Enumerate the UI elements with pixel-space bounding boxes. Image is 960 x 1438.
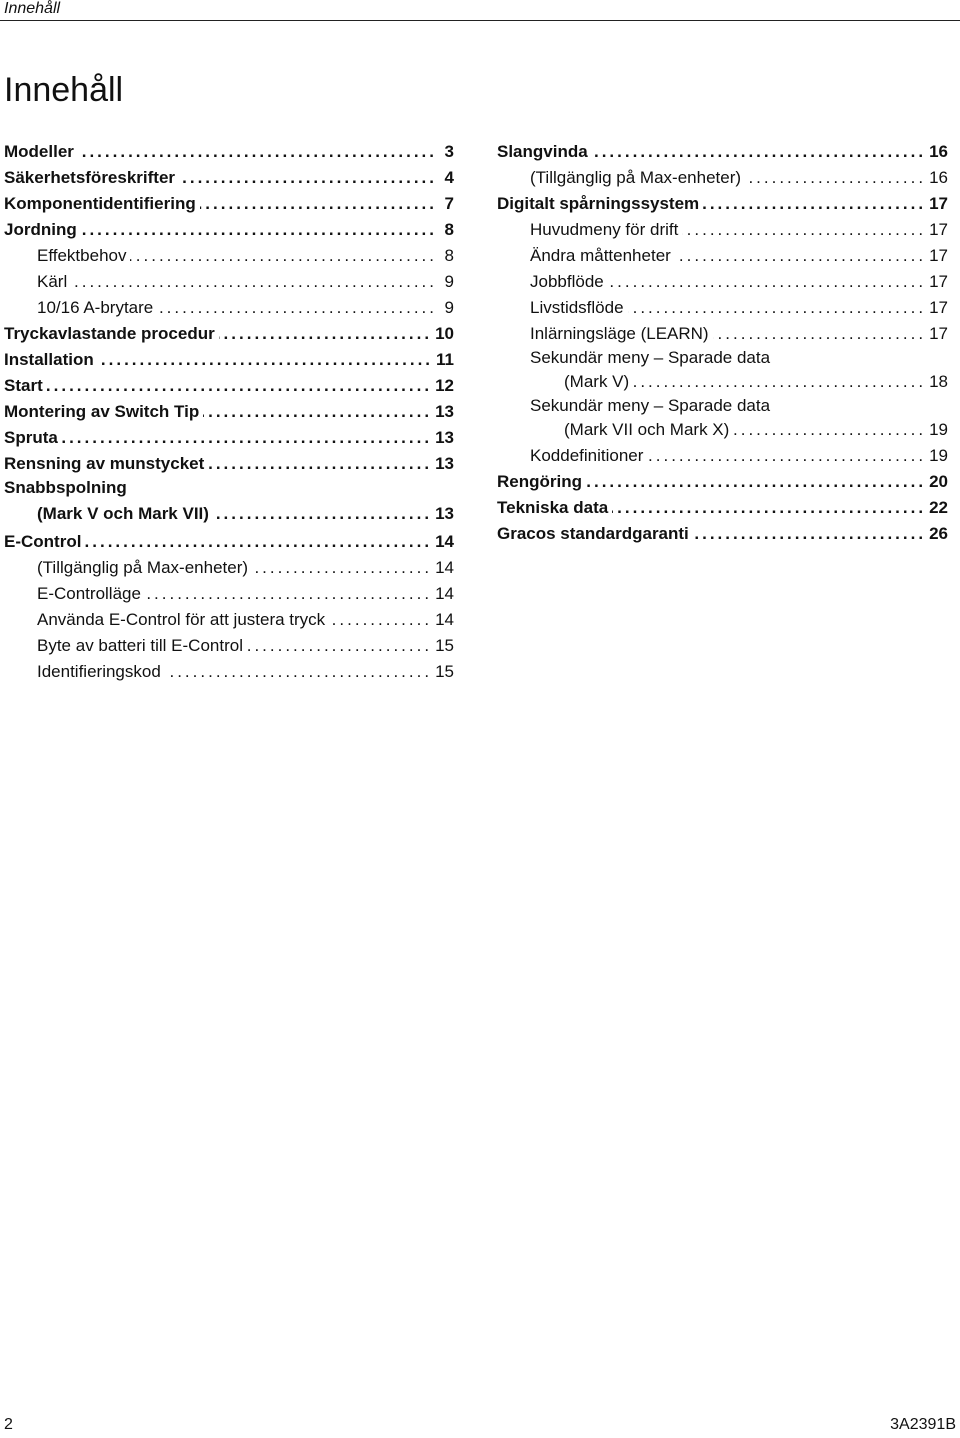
toc-page: 12 [435,376,454,395]
toc-page: 9 [444,298,454,317]
toc-entry-sakerhetsforeskrifter[interactable] [4,165,454,191]
toc-page: 19 [929,420,948,439]
toc-leader [219,321,432,347]
toc-leader [675,243,926,269]
toc-page: 14 [435,532,454,551]
toc-label: E-Control [4,532,82,551]
toc-label: Installation [4,350,94,369]
toc-entry-tillganglig-max-right[interactable] [497,165,948,191]
toc-leader [145,581,432,607]
toc-page: 17 [929,246,948,265]
toc-page: 17 [929,324,948,343]
toc-page: 3 [444,142,454,161]
toc-entry-modeller[interactable] [4,139,454,165]
toc-entry-slangvinda[interactable] [497,139,948,165]
toc-leader [213,499,432,529]
toc-page: 17 [929,298,948,317]
toc-label: Säkerhetsföreskrifter [4,168,176,187]
toc-entry-effektbehov[interactable] [4,243,454,269]
toc-label: Livstidsflöde [530,298,624,317]
toc-entry-livstidsflode[interactable] [497,295,948,321]
toc-entry-komponentidentifiering[interactable] [4,191,454,217]
toc-page: 13 [435,454,454,473]
toc-label: Jobbflöde [530,272,604,291]
toc-entry-gracos-standardgaranti[interactable] [497,521,948,547]
toc-page: 19 [929,446,948,465]
toc-page: 26 [929,524,948,543]
toc-label: Rensning av munstycket [4,454,205,473]
toc-leader [703,191,926,217]
toc-leader [647,443,926,469]
toc-page: 17 [929,220,948,239]
toc-leader [165,659,432,685]
toc-entry-start[interactable] [4,373,454,399]
toc-left-column [4,139,454,685]
toc-page: 11 [436,350,454,369]
toc-page: 9 [444,272,454,291]
toc-leader [71,269,437,295]
toc-entry-spruta[interactable] [4,425,454,451]
toc-label: Snabbspolning [4,478,127,497]
toc-page: 22 [929,498,948,517]
toc-label: Gracos standardgaranti [497,524,689,543]
toc-leader [693,521,926,547]
toc-entry-rensning-munstycket[interactable] [4,451,454,477]
toc-label: Komponentidentifiering [4,194,196,213]
toc-label: Kärl [37,272,68,291]
toc-page: 16 [929,168,948,187]
toc-label: Modeller [4,142,74,161]
toc-label: Använda E-Control för att justera tryck [37,610,326,629]
toc-leader [85,529,432,555]
toc-label: Identifieringskod [37,662,161,681]
toc-label: 10/16 A-brytare [37,298,154,317]
toc-label: Jordning [4,220,77,239]
toc-label: (Tillgänglig på Max-enheter) [530,168,742,187]
toc-leader [81,217,437,243]
toc-page: 14 [435,558,454,577]
toc-page: 20 [929,472,948,491]
toc-label: (Mark VII och Mark X) [564,420,730,439]
toc-page: 14 [435,610,454,629]
toc-entry-identifieringskod[interactable] [4,659,454,685]
toc-entry-installation[interactable] [4,347,454,373]
toc-entry-sekundar-meny-mark-vii-line2[interactable] [497,417,948,443]
toc-label: Spruta [4,428,58,447]
toc-entry-montering-switch-tip[interactable] [4,399,454,425]
toc-label: Tekniska data [497,498,609,517]
toc-leader [612,495,926,521]
toc-leader [608,269,926,295]
toc-label: Tryckavlastande procedur [4,324,215,343]
toc-entry-sekundar-meny-mark-v-line2[interactable] [497,369,948,395]
toc-leader [98,347,433,373]
toc-page: 16 [929,142,948,161]
toc-leader [247,633,432,659]
toc-leader [586,469,926,495]
footer-page-number: 2 [4,1416,13,1433]
toc-label: Inlärningsläge (LEARN) [530,324,709,343]
toc-entry-karl[interactable] [4,269,454,295]
toc-label: E-Controlläge [37,584,141,603]
toc-page: 13 [435,402,454,421]
toc-page: 15 [435,662,454,681]
toc-entry-tryckavlastande-procedur[interactable] [4,321,454,347]
toc-page: 18 [929,372,948,391]
toc-label: Effektbehov [37,246,127,265]
toc-entry-rengoring[interactable] [497,469,948,495]
toc-entry-inlarningslage[interactable] [497,321,948,347]
toc-label: Start [4,376,43,395]
toc-entry-sekundar-meny-mark-vii-line1[interactable] [497,395,948,417]
toc-label: Rengöring [497,472,582,491]
toc-leader [78,139,437,165]
toc-entry-huvudmeny[interactable] [497,217,948,243]
running-header: Innehåll [4,0,61,17]
toc-label: Ändra måttenheter [530,246,671,265]
toc-leader [745,165,926,191]
header-rule [0,20,960,21]
toc-page: 8 [444,246,454,265]
toc-label: (Mark V och Mark VII) [37,504,209,523]
toc-page: 13 [435,428,454,447]
toc-page: 14 [435,584,454,603]
toc-page: 15 [435,636,454,655]
footer-doc-code: 3A2391B [890,1416,956,1433]
toc-entry-koddefinitioner[interactable] [497,443,948,469]
toc-leader [682,217,926,243]
toc-label: Byte av batteri till E-Control [37,636,243,655]
toc-leader [130,243,437,269]
toc-leader [633,369,926,395]
toc-page: 17 [929,194,948,213]
toc-label: Huvudmeny för drift [530,220,679,239]
toc-leader [252,555,432,581]
toc-entry-jordning[interactable] [4,217,454,243]
toc-page: 13 [435,504,454,523]
toc-label: Digitalt spårningssystem [497,194,700,213]
toc-entry-e-controllage[interactable] [4,581,454,607]
toc-leader [179,165,437,191]
toc-leader [329,607,432,633]
toc-entry-snabbspolning-line2[interactable] [4,499,454,529]
toc-entry-tillganglig-max[interactable] [4,555,454,581]
toc-leader [200,191,437,217]
toc-right-column [497,139,948,547]
toc-leader [733,417,926,443]
page-title: Innehåll [4,71,124,109]
toc-page: 10 [435,324,454,343]
toc-leader [208,451,432,477]
toc-entry-e-control[interactable] [4,529,454,555]
toc-label: (Tillgänglig på Max-enheter) [37,558,249,577]
toc-leader [157,295,437,321]
toc-entry-snabbspolning-line1[interactable] [4,477,454,499]
toc-leader [592,139,926,165]
toc-page: 4 [444,168,454,187]
toc-page: 17 [929,272,948,291]
toc-entry-sekundar-meny-mark-v-line1[interactable] [497,347,948,369]
toc-entry-andra-mattenheter[interactable] [497,243,948,269]
toc-entry-anvanda-e-control[interactable] [4,607,454,633]
toc-label: (Mark V) [564,372,630,391]
toc-page: 8 [444,220,454,239]
toc-entry-jobbflode[interactable] [497,269,948,295]
toc-leader [628,295,927,321]
toc-label: Koddefinitioner [530,446,644,465]
toc-leader [62,425,432,451]
toc-label: Sekundär meny – Sparade data [530,348,771,367]
toc-entry-digitalt-sparningssystem[interactable] [497,191,948,217]
toc-entry-tekniska-data[interactable] [497,495,948,521]
toc-entry-byte-batteri[interactable] [4,633,454,659]
toc-leader [713,321,926,347]
toc-label: Montering av Switch Tip [4,402,200,421]
toc-leader [47,373,432,399]
toc-label: Sekundär meny – Sparade data [530,396,771,415]
toc-label: Slangvinda [497,142,588,161]
toc-leader [203,399,432,425]
toc-page: 7 [444,194,454,213]
toc-entry-brytare[interactable] [4,295,454,321]
